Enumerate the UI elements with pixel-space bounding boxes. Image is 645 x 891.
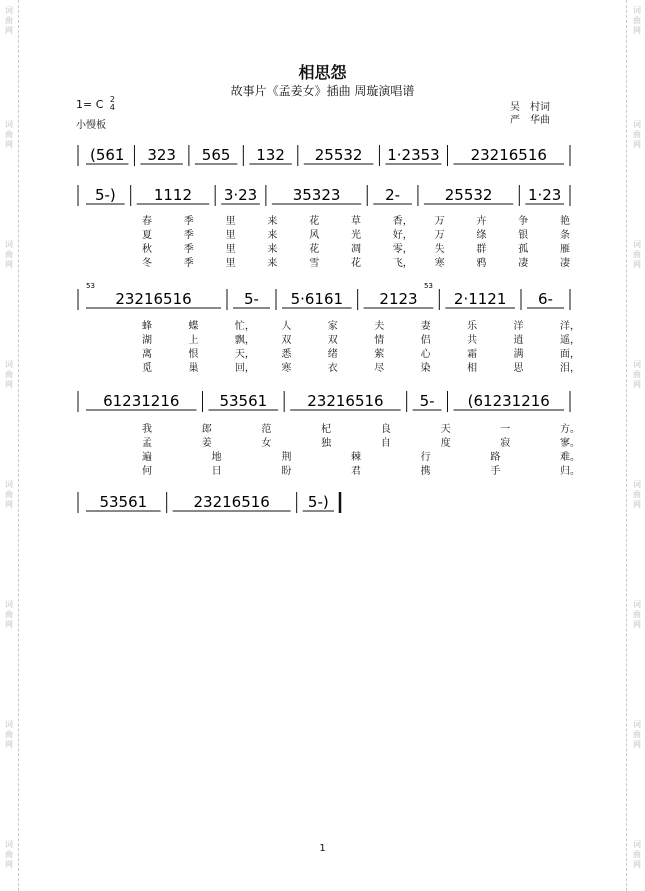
lyric-row [0, 345, 645, 358]
lyric-word: 争 [518, 216, 529, 227]
lyric-word: 香， [392, 216, 413, 227]
lyric-row [0, 359, 645, 372]
lyric-word: 寂 [500, 438, 511, 449]
lyric-word: 上 [188, 335, 199, 346]
lyric-word: 夫 [374, 321, 385, 332]
measure-notes: 25532 [444, 186, 493, 204]
lyric-word: 来 [267, 244, 278, 255]
lyric-word: 凄 [560, 258, 570, 269]
lyric-word: 尽 [374, 363, 385, 374]
lyric-word: 女 [261, 438, 272, 449]
measure-notes: 25532 [314, 146, 363, 164]
page-number: 1 [319, 843, 326, 854]
lyric-word: 天， [234, 349, 255, 360]
lyric-word: 逍 [513, 335, 524, 346]
lyric-word: 里 [225, 230, 236, 241]
lyric-word: 遍 [142, 452, 152, 463]
lyric-word: 回， [234, 363, 255, 374]
measure-notes: 6- [538, 290, 553, 308]
lyric-word: 双 [281, 335, 292, 346]
lyric-row [0, 240, 645, 253]
lyric-word: 秋 [142, 244, 152, 255]
lyric-word: 凄 [518, 258, 529, 269]
lyric-row [0, 331, 645, 344]
watermark-text: 词曲网 [5, 240, 13, 269]
lyric-word: 鸦 [476, 258, 487, 269]
lyric-row [0, 226, 645, 239]
lyric-word: 洋， [560, 321, 580, 332]
lyric-word: 湖 [142, 335, 152, 346]
lyric-word: 手 [490, 466, 501, 477]
lyric-word: 行 [420, 452, 431, 463]
measure-notes: (561̇ [89, 146, 125, 164]
lyric-word: 寒 [434, 258, 445, 269]
tempo-marking: 小慢板 [76, 120, 106, 131]
lyric-word: 雁 [560, 244, 570, 255]
watermark-text: 词曲网 [633, 360, 641, 389]
measure-notes: 53561 [99, 493, 148, 511]
watermark-text: 词曲网 [633, 6, 641, 35]
lyric-word: 花 [309, 216, 320, 227]
lyric-word: 来 [267, 216, 278, 227]
measure-notes: 2·1121 [453, 290, 507, 308]
measure-notes: 61231216 [103, 392, 180, 410]
lyric-word: 独 [321, 438, 332, 449]
lyric-word: 情 [374, 335, 385, 346]
measure-notes: 5-) [307, 493, 329, 511]
lyric-word: 乐 [467, 321, 478, 332]
lyric-word: 人 [281, 321, 292, 332]
lyric-row [0, 212, 645, 225]
lyric-word: 自 [380, 438, 391, 449]
lyric-word: 春 [142, 216, 152, 227]
lyric-word: 寒 [281, 363, 292, 374]
lyric-word: 花 [309, 244, 320, 255]
lyric-row [0, 448, 645, 461]
lyric-word: 艳 [560, 216, 570, 227]
watermark-text: 词曲网 [633, 600, 641, 629]
measure-notes: 132 [256, 146, 285, 164]
lyric-word: 飘， [234, 335, 255, 346]
lyric-word: 姜 [201, 438, 212, 449]
lyric-word: 携 [420, 466, 431, 477]
measure-notes: 2- [385, 186, 401, 204]
measure-notes: 5-) [94, 186, 116, 204]
measure-notes: 565 [201, 146, 231, 164]
lyric-word: 面， [560, 349, 580, 360]
lyric-word: 日 [211, 466, 222, 477]
measure-notes: 23216516 [307, 392, 384, 410]
measure-notes: 5- [419, 392, 435, 410]
lyric-word: 染 [420, 363, 431, 374]
lyric-word: 萦 [374, 349, 385, 360]
measure-notes: 3·23 [223, 186, 258, 204]
lyric-word: 蝶 [188, 321, 199, 332]
lyric-word: 季 [183, 258, 194, 269]
lyric-word: 恨 [188, 349, 199, 360]
lyric-word: 君 [351, 466, 361, 477]
lyric-word: 心 [420, 349, 431, 360]
measure-notes: 1·23 [527, 186, 562, 204]
lyric-word: 双 [327, 335, 338, 346]
measure-notes: 5- [244, 290, 259, 308]
lyric-word: 花 [351, 258, 361, 269]
measure-notes: 2123 [379, 290, 418, 308]
watermark-text: 词曲网 [5, 6, 13, 35]
key-label: 1= C [76, 98, 104, 111]
lyric-word: 离 [142, 349, 152, 360]
measure-notes: 23216516 [470, 146, 547, 164]
lyric-word: 满 [513, 349, 524, 360]
lyric-word: 里 [225, 258, 236, 269]
lyric-word: 思 [513, 363, 524, 374]
lyric-word: 银 [518, 230, 529, 241]
lyric-word: 巢 [188, 363, 199, 374]
lyric-word: 绦 [476, 230, 487, 241]
song-title: 相思怨 [298, 63, 347, 82]
lyric-word: 条 [560, 230, 570, 241]
lyric-word: 衣 [327, 363, 338, 374]
composer-credit: 严 华曲 [510, 115, 550, 126]
lyric-word: 季 [183, 216, 194, 227]
measure-notes: 23216516 [193, 493, 270, 511]
lyric-word: 风 [309, 230, 320, 241]
lyric-row [0, 420, 645, 433]
lyric-word: 来 [267, 258, 278, 269]
watermark-text: 词曲网 [633, 240, 641, 269]
lyric-row [0, 462, 645, 475]
lyric-word: 相 [467, 363, 478, 374]
measure-notes: 53561 [219, 392, 268, 410]
lyric-word: 天 [440, 424, 451, 435]
measure-notes: 1112 [153, 186, 193, 204]
watermark-text: 词曲网 [5, 360, 13, 389]
lyric-word: 泪， [560, 363, 580, 374]
lyric-word: 来 [267, 230, 278, 241]
lyric-word: 群 [476, 244, 487, 255]
lyric-word: 万 [434, 216, 445, 227]
lyric-row [0, 317, 645, 330]
lyric-word: 侣 [420, 335, 431, 346]
lyric-word: 难。 [560, 452, 580, 463]
lyric-word: 路 [490, 452, 501, 463]
lyric-word: 家 [327, 321, 338, 332]
lyric-word: 一 [500, 424, 511, 435]
lyric-word: 零， [392, 244, 413, 255]
lyric-word: 里 [225, 244, 236, 255]
watermark-text: 词曲网 [5, 480, 13, 509]
lyric-word: 凋 [351, 244, 361, 255]
lyric-word: 里 [225, 216, 236, 227]
grace-note: 53 [424, 282, 433, 290]
lyric-row [0, 434, 645, 447]
watermark-text: 词曲网 [633, 480, 641, 509]
lyric-word: 盼 [281, 466, 292, 477]
lyric-word: 郎 [201, 424, 212, 435]
lyric-word: 霜 [467, 349, 478, 360]
watermark-text: 词曲网 [5, 600, 13, 629]
measure-notes: 35323 [292, 186, 341, 204]
song-subtitle: 故事片《孟姜女》插曲 周璇演唱谱 [230, 84, 415, 98]
time-signature-bottom: 4 [109, 103, 115, 112]
lyric-word: 季 [183, 230, 194, 241]
lyric-word: 雪 [309, 258, 320, 269]
watermark-text: 词曲网 [5, 720, 13, 749]
watermark-text: 词曲网 [5, 840, 13, 869]
lyric-word: 我 [142, 424, 152, 435]
watermark-text: 词曲网 [633, 720, 641, 749]
grace-note: 53 [86, 282, 95, 290]
lyric-word: 季 [183, 244, 194, 255]
lyric-word: 忙， [234, 321, 255, 332]
measure-notes: 23216516 [115, 290, 192, 308]
lyric-word: 孟 [142, 438, 152, 449]
watermark-text: 词曲网 [633, 120, 641, 149]
measure-notes: 323 [147, 146, 176, 164]
lyric-word: 地 [211, 452, 222, 463]
lyric-word: 遥， [560, 335, 580, 346]
lyric-word: 觅 [142, 363, 152, 374]
lyricist-credit: 吴 村词 [510, 102, 550, 113]
lyric-word: 卉 [476, 216, 487, 227]
lyric-word: 失 [434, 244, 445, 255]
lyric-word: 棘 [351, 452, 361, 463]
lyric-word: 度 [440, 438, 451, 449]
lyric-word: 杞 [321, 424, 332, 435]
lyric-word: 范 [261, 424, 272, 435]
lyric-word: 好， [392, 230, 413, 241]
watermark-text: 词曲网 [5, 120, 13, 149]
time-signature-top: 2 [109, 95, 115, 104]
lyric-word: 荆 [281, 452, 292, 463]
lyric-word: 何 [142, 466, 152, 477]
measure-notes: 5·6161 [290, 290, 344, 308]
lyric-word: 良 [380, 424, 391, 435]
lyric-word: 归。 [560, 466, 580, 477]
measure-notes: (61231216 [467, 392, 550, 410]
lyric-word: 冬 [142, 258, 152, 269]
lyric-word: 光 [351, 230, 361, 241]
lyric-word: 飞， [392, 258, 413, 269]
measure-notes: 1·2353 [387, 146, 440, 164]
lyric-word: 洋 [513, 321, 524, 332]
lyric-word: 悉 [281, 349, 292, 360]
watermark-text: 词曲网 [633, 840, 641, 869]
lyric-word: 夏 [142, 230, 152, 241]
lyric-word: 草 [351, 216, 361, 227]
lyric-row [0, 254, 645, 267]
lyric-word: 蜂 [142, 321, 152, 332]
lyric-word: 寥。 [560, 438, 580, 449]
lyric-word: 绪 [327, 349, 338, 360]
lyric-word: 共 [467, 335, 478, 346]
lyric-word: 妻 [420, 321, 431, 332]
lyric-word: 方。 [560, 424, 580, 435]
lyric-word: 万 [434, 230, 445, 241]
lyric-word: 孤 [518, 244, 529, 255]
